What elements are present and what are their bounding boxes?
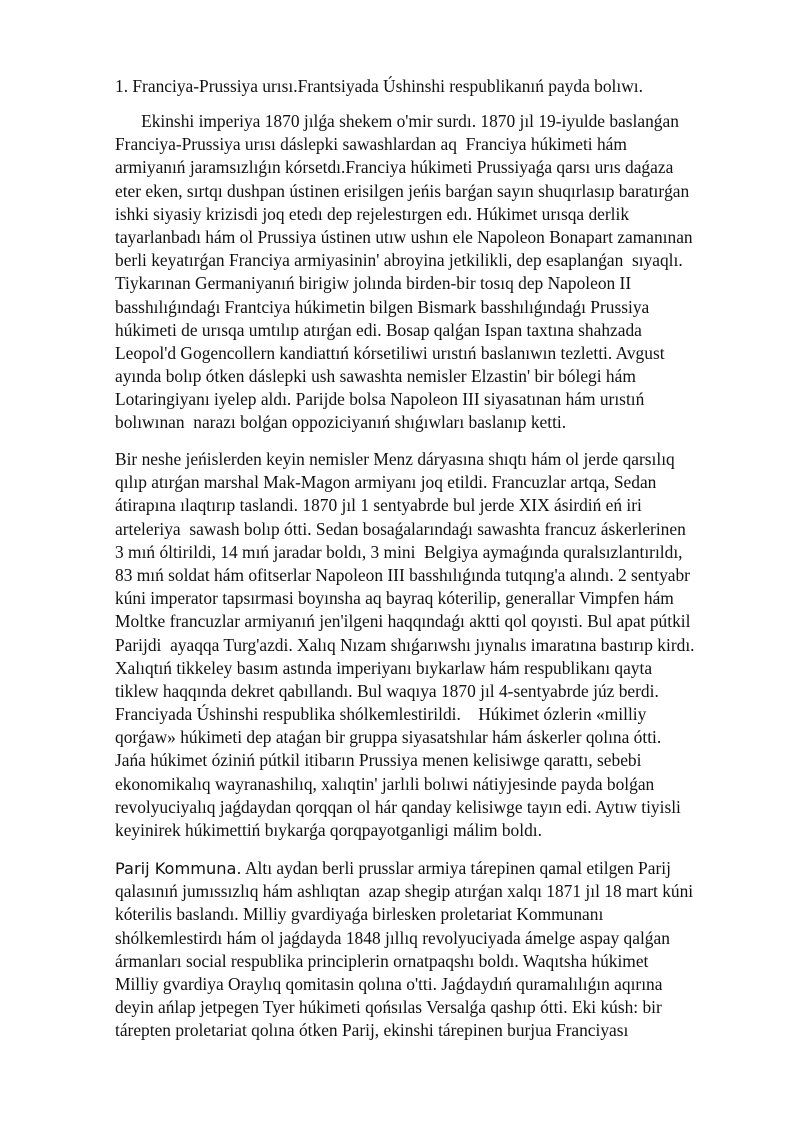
- paragraph-line: tayarlanbadı hám ol Prussiya ústinen utıw ushın ele Napoleon Bonapart zamanınan: [115, 226, 693, 247]
- paragraph-line: Milliy gvardiya Oraylıq qomitasin qolına o'tti. Jaǵdaydıń quramalılıǵın aqırına: [115, 973, 663, 994]
- paragraph-1: [115, 110, 747, 435]
- paragraph-line: eter eken, sırtqı dushpan ústinen erisilgen jeńis barǵan sayın shuqırlasıp baratırǵan: [115, 180, 690, 201]
- heading-line: 1. Franciya-Prussiya urısı.Frantsiyada Úshinshi respublikanıń payda bolıwı.: [115, 76, 643, 96]
- paragraph-line: tiklew haqqında dekret qabıllandı. Bul waqıya 1870 jıl 4-sentyabrde júz berdi.: [115, 680, 659, 701]
- paragraph-line: basshılıǵındaǵı Frantciya húkimetin bilgen Bismark basshılıǵındaǵı Prussiya: [115, 296, 650, 317]
- section-heading: [115, 75, 747, 98]
- paragraph-2: [115, 448, 747, 842]
- paragraph-line: ayında bolıp ótken dáslepki ush sawashta nemisler Elzastin' bir bólegi hám: [115, 366, 636, 387]
- paragraph-line: Ekinshi imperiya 1870 jılǵa shekem o'mir surdı. 1870 jıl 19-iyulde baslanǵan: [115, 111, 679, 131]
- paragraph-line: berli keyatırǵan Franciya armiyasinin' abroyina jetkilikli, dep esaplanǵan sıyaqlı.: [115, 250, 683, 271]
- paragraph-line: 83 mıń soldat hám ofitserlar Napoleon III basshılıǵında tutqıng'a alındı. 2 sentyabr: [115, 564, 690, 585]
- paragraph-line: qılıp atırǵan marshal Mak-Magon armiyanı joq etildi. Francuzlar artqa, Sedan: [115, 472, 657, 493]
- paragraph-line-first: [115, 857, 747, 880]
- paragraph-line: ekonomikalıq wayranashilıq, xalıqtin' jarlıli bolıwi nátiyjesinde payda bolǵan: [115, 773, 655, 794]
- paragraph-line: Parijdi ayaqqa Turg'azdi. Xalıq Nızam shıǵarıwshı jıynalıs imaratına bastırıp kirdı.: [115, 634, 695, 655]
- paragraph-line: Leopol'd Gogencollern kandiattıń kórsetiliwi urıstıń baslanıwın tezletti. Avgust: [115, 342, 665, 363]
- paragraph-line: armiyanıń jaramsızlıǵın kórsetdı.Franciya húkimeti Prussiyaǵa qarsı urıs daǵaza: [115, 157, 674, 178]
- paragraph-line: Moltke francuzlar armiyanıń jen'ilgeni haqqındaǵı aktti qol qoyısti. Bul apat pútkil: [115, 611, 691, 632]
- paragraph-line: Franciyada Úshinshi respublika shólkemlestirildi. Húkimet ózlerin «milliy: [115, 704, 647, 725]
- paragraph-line-rest: Altı aydan berli prusslar armiya tárepinen qamal etilgen Parij: [241, 858, 671, 878]
- paragraph-line: arteleriya sawash bolıp ótti. Sedan bosaǵalarındaǵı sawashta francuz áskerlerinen: [115, 518, 686, 539]
- paragraph-line: Tiykarınan Germaniyanıń birigiw jolında birden-bir tosıq dep Napoleon II: [115, 273, 632, 294]
- paragraph-3: [115, 857, 747, 1043]
- paragraph-line: ármanları social respublika principlerin ornatpaqshı boldı. Waqıtsha húkimet: [115, 950, 649, 971]
- paragraph-line: qalasınıń jumıssızlıq hám ashlıqtan azap shegip atırǵan xalqı 1871 jıl 18 mart kúni: [115, 881, 694, 902]
- paragraph-line: Franciya-Prussiya urısı dáslepki sawashlardan aq Franciya húkimeti hám: [115, 134, 627, 155]
- paragraph-line: deyin ańlap jetpegen Tyer húkimeti qońsılas Versalǵa qashıp ótti. Eki kúsh: bir: [115, 997, 662, 1018]
- paris-commune-subheading: Parij Kommuna.: [115, 859, 242, 878]
- paragraph-line: shólkemlestirdı hám ol jaǵdayda 1848 jıllıq revolyuciyada ámelge aspay qalǵan: [115, 927, 670, 948]
- paragraph-line: bolıwınan narazı bolǵan oppoziciyanıń shıǵıwları baslanıp ketti.: [115, 412, 567, 433]
- paragraph-line: tárepten proletariat qolına ótken Parij, ekinshi tárepinen burjua Franciyası: [115, 1020, 629, 1041]
- paragraph-line: qorǵaw» húkimeti dep ataǵan bir gruppa siyasatshılar hám áskerler qolına ótti.: [115, 727, 662, 748]
- paragraph-line: Lotaringiyanı iyelep aldı. Parijde bolsa Napoleon III siyasatınan hám urıstıń: [115, 389, 645, 410]
- paragraph-line: Xalıqtıń tikkeley basım astında imperiyanı bıykarlaw hám respublikanı qayta: [115, 657, 653, 678]
- paragraph-line: kóterilis baslandı. Milliy gvardiyaǵa birlesken proletariat Kommunanı: [115, 904, 604, 925]
- paragraph-line: revolyuciyalıq jaǵdaydan qorqqan ol hár qanday kelisiwge tayın edi. Aytıw tiyisli: [115, 796, 681, 817]
- paragraph-line: Jańa húkimet óziniń pútkil itibarın Prussiya menen kelisiwge qarattı, sebebi: [115, 750, 642, 771]
- paragraph-line: keyinirek húkimettiń bıykarǵa qorqpayotganligi málim boldı.: [115, 820, 542, 840]
- paragraph-line: átirapına ılaqtırıp taslandi. 1870 jıl 1 sentyabrde bul jerde XIX ásirdiń eń iri: [115, 495, 642, 516]
- paragraph-line: Bir neshe jeńislerden keyin nemisler Menz dáryasına shıqtı hám ol jerde qarsılıq: [115, 449, 675, 469]
- paragraph-line: ishki siyasiy krizisdi joq etedı dep rejelestırgen edı. Húkimet urısqa derlik: [115, 203, 630, 224]
- paragraph-line: kúni imperator tapsırmasi boyınsha aq bayraq kóterilip, generallar Vimpfen hám: [115, 588, 674, 609]
- paragraph-line: 3 mıń óltirildi, 14 mıń jaradar boldı, 3 mini Belgiya aymaǵında quralsızlantırıldı,: [115, 541, 683, 562]
- paragraph-line: húkimeti de urısqa umtılıp atırǵan edi. Bosap qalǵan Ispan taxtına shahzada: [115, 319, 642, 340]
